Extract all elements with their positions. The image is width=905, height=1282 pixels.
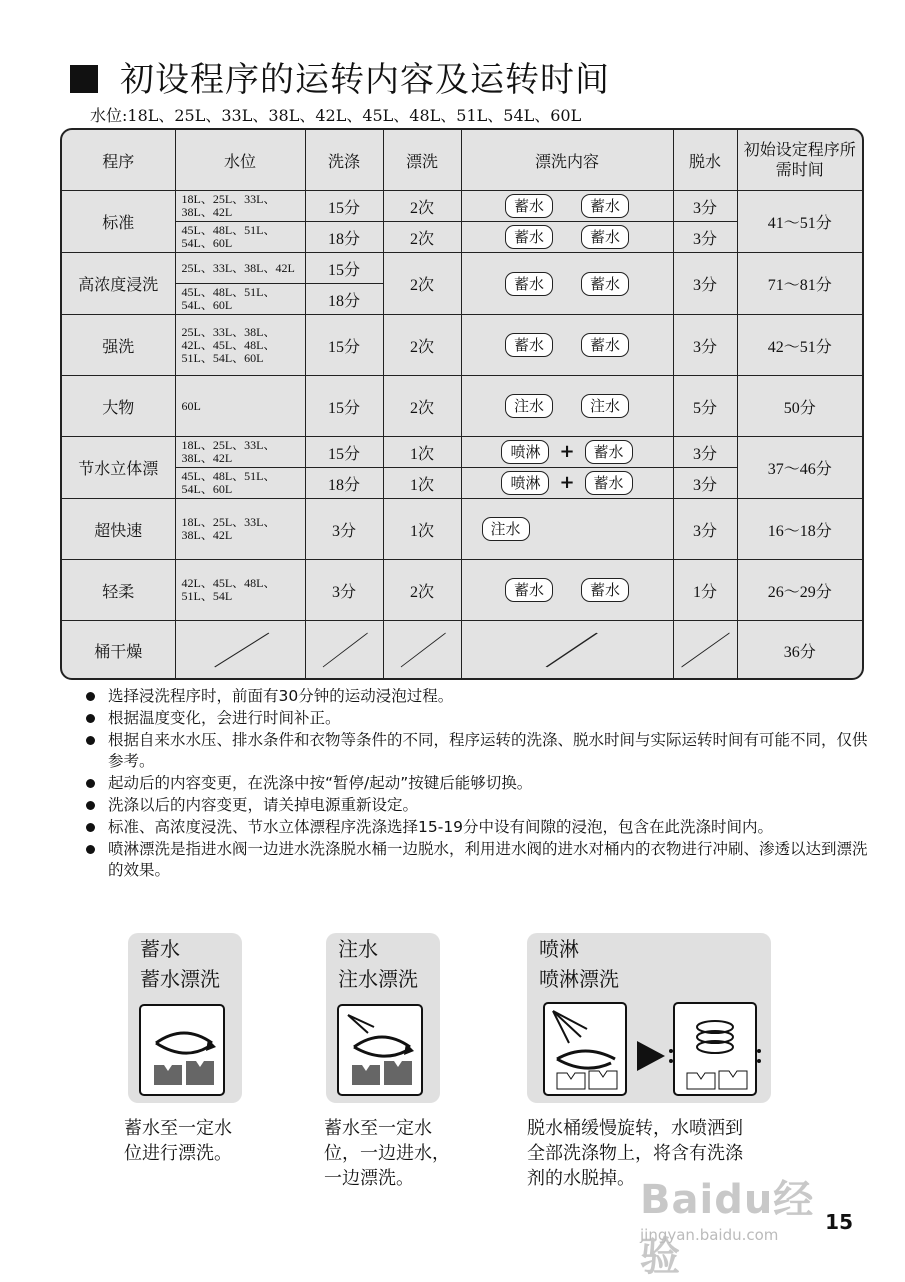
program-name: 高浓度浸洗 xyxy=(62,253,175,315)
table-row: 超快速 18L、25L、33L、38L、42L 3分 1次 注水 3分 16～18分 xyxy=(62,499,862,560)
bullet-icon xyxy=(86,845,95,854)
na-slash xyxy=(461,621,673,680)
square-bullet-icon xyxy=(70,65,98,93)
rinse-badge: 蓄水 xyxy=(505,194,553,218)
watermark-brand: Baidu经验 xyxy=(640,1177,815,1280)
table-row: 标准 18L、25L、33L、38L、42L 15分 2次 蓄水 蓄水 3分 41～51分 xyxy=(62,191,862,222)
water-levels: 18L、25L、33L、38L、42L xyxy=(175,191,305,222)
plus-icon: + xyxy=(559,441,575,462)
header-rinse-content: 漂洗内容 xyxy=(461,130,673,191)
panel-title: 注水 xyxy=(338,937,378,961)
header-level: 水位 xyxy=(175,130,305,191)
rinse-badge: 蓄水 xyxy=(581,194,629,218)
panel-spray-rinse xyxy=(527,933,771,1103)
rinse-badge: 蓄水 xyxy=(505,578,553,602)
bullet-icon xyxy=(86,736,95,745)
notes-list xyxy=(82,686,872,882)
na-slash xyxy=(673,621,737,680)
program-name: 标准 xyxy=(62,191,175,253)
panel-subtitle: 蓄水漂洗 xyxy=(140,967,220,991)
program-name: 桶干燥 xyxy=(62,621,175,680)
rinse-badge: 蓄水 xyxy=(505,272,553,296)
na-slash xyxy=(175,621,305,680)
rinse-badge: 蓄水 xyxy=(581,225,629,249)
bullet-icon xyxy=(86,779,95,788)
tub-fill-icon xyxy=(334,1003,430,1099)
panel-title: 喷淋 xyxy=(539,937,579,961)
bullet-icon xyxy=(86,823,95,832)
panel-storage-rinse xyxy=(128,933,242,1103)
na-slash xyxy=(383,621,461,680)
program-name: 大物 xyxy=(62,376,175,437)
list-item: 标准、高浓度浸洗、节水立体漂程序洗涤选择15-19分中设有间隙的浸泡，包含在此洗涤时间内。 xyxy=(82,817,872,838)
program-name: 轻柔 xyxy=(62,560,175,621)
list-item: 喷淋漂洗是指进水阀一边进水洗涤脱水桶一边脱水，利用进水阀的进水对桶内的衣物进行冲刷、渗透以达到漂洗的效果。 xyxy=(82,839,872,881)
list-item: 洗涤以后的内容变更，请关掉电源重新设定。 xyxy=(82,795,872,816)
panel-caption: 蓄水至一定水 位进行漂洗。 xyxy=(124,1118,232,1164)
rinse-badge: 注水 xyxy=(482,517,530,541)
rinse-badge: 蓄水 xyxy=(505,333,553,357)
water-level-list: 水位:18L、25L、33L、38L、42L、45L、48L、51L、54L、60L xyxy=(90,106,582,125)
rinse-badge: 蓄水 xyxy=(581,333,629,357)
rinse-badge: 喷淋 xyxy=(501,471,549,495)
panel-title: 蓄水 xyxy=(140,937,180,961)
rinse-badge: 注水 xyxy=(505,394,553,418)
bullet-icon xyxy=(86,714,95,723)
watermark-url: jingyan.baidu.com xyxy=(640,1226,779,1244)
header-program: 程序 xyxy=(62,130,175,191)
rinse-badge: 蓄水 xyxy=(581,578,629,602)
header-rinse: 漂洗 xyxy=(383,130,461,191)
table-row: 45L、48L、51L、54L、60L 18分 xyxy=(62,284,862,315)
rinse-badge: 注水 xyxy=(581,394,629,418)
list-item: 根据自来水水压、排水条件和衣物等条件的不同，程序运转的洗涤、脱水时间与实际运转时间有可能不同，仅供参考。 xyxy=(82,730,872,772)
bullet-icon xyxy=(86,801,95,810)
tub-storage-icon xyxy=(136,1003,232,1099)
bullet-icon xyxy=(86,692,95,701)
panel-caption: 蓄水至一定水 位，一边进水， 一边漂洗。 xyxy=(324,1118,450,1189)
tub-spin-icon xyxy=(669,1001,761,1099)
program-name: 节水立体漂 xyxy=(62,437,175,499)
rinse-badge: 蓄水 xyxy=(581,272,629,296)
rinse-badge: 蓄水 xyxy=(505,225,553,249)
table-row: 节水立体漂 18L、25L、33L、38L、42L 15分 1次 喷淋 + 蓄水 3分 37～46分 xyxy=(62,437,862,468)
program-name: 强洗 xyxy=(62,315,175,376)
table-row: 45L、48L、51L、54L、60L 18分 1次 喷淋 + 蓄水 3分 xyxy=(62,468,862,499)
header-time: 初始设定程序所需时间 xyxy=(737,130,862,191)
table-row: 大物 60L 15分 2次 注水 注水 5分 50分 xyxy=(62,376,862,437)
arrow-right-icon xyxy=(637,1041,665,1071)
table-row: 轻柔 42L、45L、48L、51L、54L 3分 2次 蓄水 蓄水 1分 26～29分 xyxy=(62,560,862,621)
list-item: 起动后的内容变更，在洗涤中按“暂停/起动”按键后能够切换。 xyxy=(82,773,872,794)
na-slash xyxy=(305,621,383,680)
rinse-badge: 蓄水 xyxy=(585,440,633,464)
panel-caption: 脱水桶缓慢旋转，水喷洒到 全部洗涤物上，将含有洗涤 剂的水脱掉。 xyxy=(527,1118,743,1189)
panel-subtitle: 注水漂洗 xyxy=(338,967,418,991)
table-row: 高浓度浸洗 25L、33L、38L、42L 15分 2次 蓄水 蓄水 3分 71～81分 xyxy=(62,253,862,284)
page-heading: 初设程序的运转内容及运转时间 xyxy=(70,58,610,102)
program-name: 超快速 xyxy=(62,499,175,560)
program-table xyxy=(60,128,864,680)
rinse-badge: 蓄水 xyxy=(585,471,633,495)
panel-fill-rinse xyxy=(326,933,440,1103)
page-number: 15 xyxy=(825,1210,853,1234)
table-row: 45L、48L、51L、54L、60L 18分 2次 蓄水 蓄水 3分 xyxy=(62,222,862,253)
plus-icon: + xyxy=(559,472,575,493)
tub-spray-icon xyxy=(541,1001,631,1099)
list-item: 选择浸洗程序时，前面有30分钟的运动浸泡过程。 xyxy=(82,686,872,707)
header-spin: 脱水 xyxy=(673,130,737,191)
header-wash: 洗涤 xyxy=(305,130,383,191)
table-header xyxy=(62,130,862,191)
rinse-badge: 喷淋 xyxy=(501,440,549,464)
watermark xyxy=(640,1168,850,1280)
panel-subtitle: 喷淋漂洗 xyxy=(539,967,619,991)
list-item: 根据温度变化，会进行时间补正。 xyxy=(82,708,872,729)
table-row: 桶干燥 36分 xyxy=(62,621,862,680)
table-row: 强洗 25L、33L、38L、42L、45L、48L、51L、54L、60L 15分 2次 蓄水 蓄水 3分 42～51分 xyxy=(62,315,862,376)
